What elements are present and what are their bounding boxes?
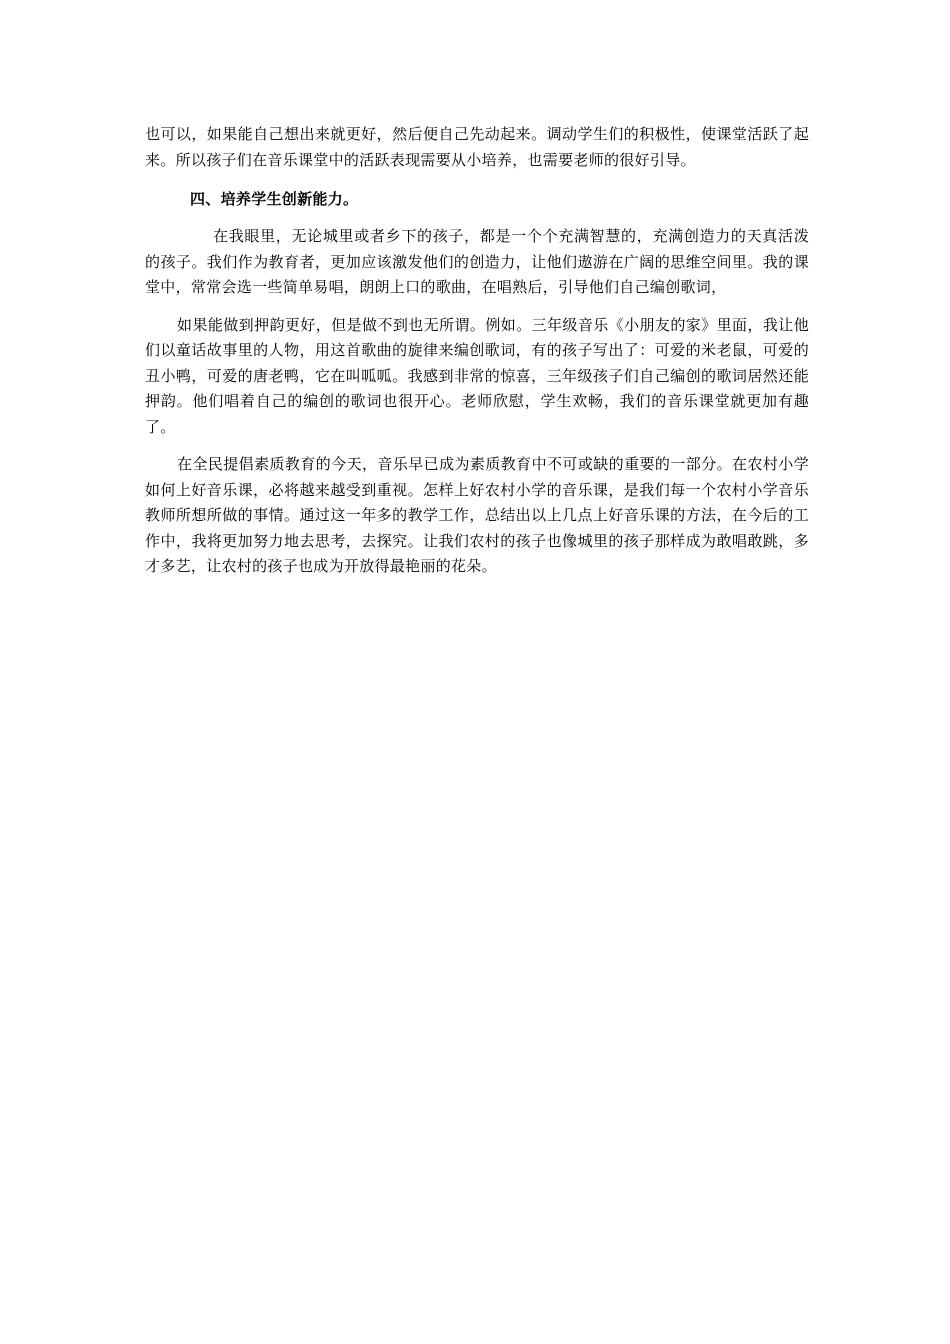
paragraph-creativity-intro: 在我眼里，无论城里或者乡下的孩子，都是一个个充满智慧的，充满创造力的天真活泼的孩子。我们作为教育者，更加应该激发他们的创造力，让他们遨游在广阔的思维空间里。我的课堂中，常常会选一些简单易唱，朗朗上口的歌曲，在唱熟后，引导他们自己编创歌词，: [145, 227, 809, 296]
section-heading: 四、培养学生创新能力。: [190, 190, 359, 208]
paragraph-example: 如果能做到押韵更好，但是做不到也无所谓。例如。三年级音乐《小朋友的家》里面，我让他们以童话故事里的人物，用这首歌曲的旋律来编创歌词，有的孩子写出了：可爱的米老鼠，可爱的丑小鸭，可爱的唐老鸭，它在叫呱呱。我感到非常的惊喜，三年级孩子们自己编创的歌词居然还能押韵。他们唱着自己的编创的歌词也很开心。老师欣慰，学生欢畅，我们的音乐课堂就更加有趣了。: [145, 315, 809, 436]
paragraph-continuation: 也可以，如果能自己想出来就更好，然后便自己先动起来。调动学生们的积极性，使课堂活跃了起来。所以孩子们在音乐课堂中的活跃表现需要从小培养，也需要老师的很好引导。: [145, 125, 809, 169]
document-body: [145, 122, 809, 580]
paragraph-conclusion: 在全民提倡素质教育的今天，音乐早已成为素质教育中不可或缺的重要的一部分。在农村小学如何上好音乐课，必将越来越受到重视。怎样上好农村小学的音乐课，是我们每一个农村小学音乐教师所想所做的事情。通过这一年多的教学工作，总结出以上几点上好音乐课的方法，在今后的工作中，我将更加努力地去思考，去探究。让我们农村的孩子也像城里的孩子那样成为敢唱敢跳，多才多艺，让农村的孩子也成为开放得最艳丽的花朵。: [145, 455, 809, 575]
